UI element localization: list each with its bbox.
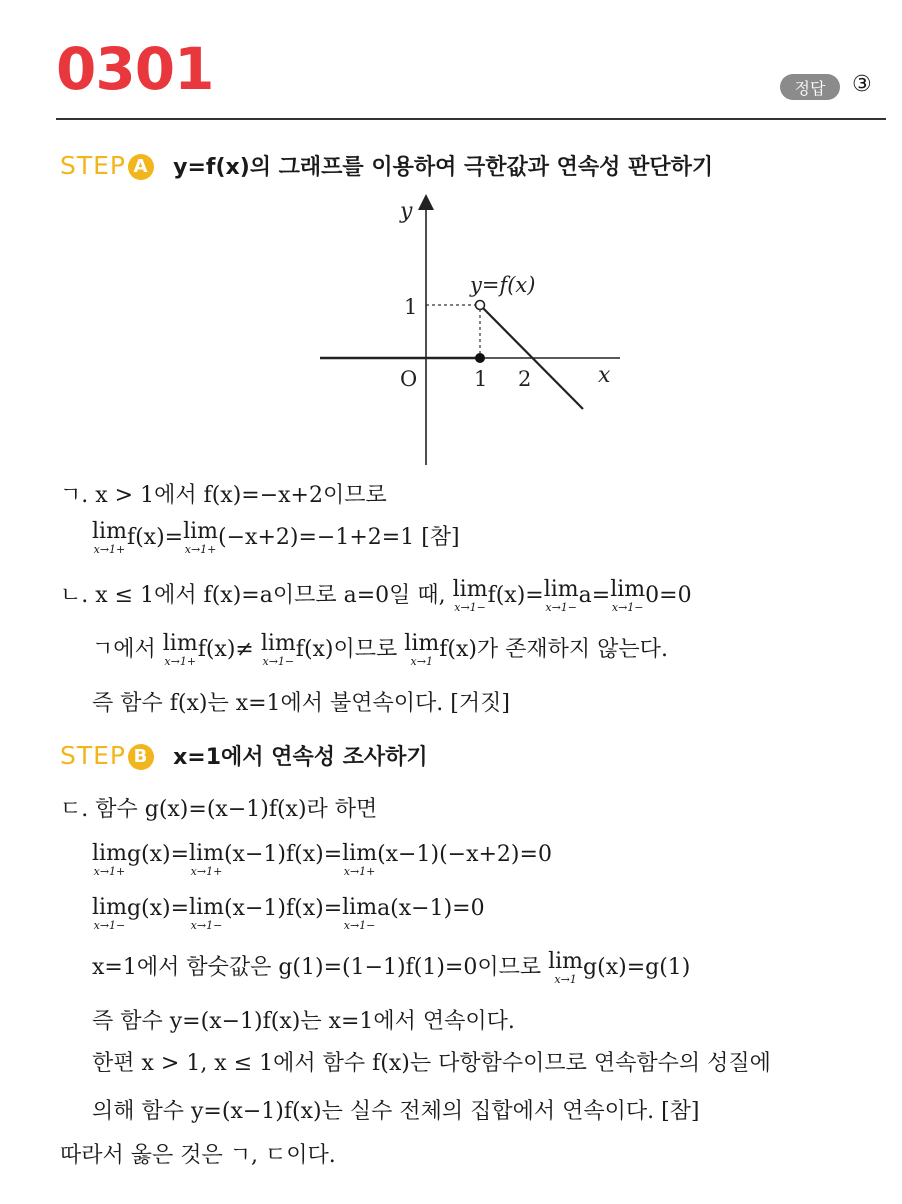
step-a-title: y=f(x)의 그래프를 이용하여 극한값과 연속성 판단하기 <box>173 155 714 180</box>
step-b-badge: B <box>128 744 154 770</box>
header-divider <box>56 118 886 120</box>
lim-operator: lim x→1 <box>548 949 584 987</box>
lim-operator: lim x→1+ <box>183 519 219 557</box>
item-ga-line2: lim x→1+ f(x)=lim x→1+ (−x+2)=−1+2=1 [참] <box>92 519 460 557</box>
conclusion: 따라서 옳은 것은 ㄱ, ㄷ이다. <box>60 1143 336 1168</box>
lim-operator: lim x→1+ <box>162 631 198 669</box>
answer-badge: 정답 <box>780 74 840 100</box>
lim-operator: lim x→1− <box>260 631 296 669</box>
lim-operator: lim x→1− <box>610 577 646 615</box>
item-da-row1: lim x→1+ g(x)=lim x→1+ (x−1)f(x)=lim x→1+ (x−1)(−x+2)=0 <box>92 841 552 879</box>
item-da-row6: 의해 함수 y=(x−1)f(x)는 실수 전체의 집합에서 연속이다. [참] <box>92 1099 700 1124</box>
lim-operator: lim x→1− <box>452 577 488 615</box>
lim-operator: lim x→1− <box>342 895 378 933</box>
lim-operator: lim x→1 <box>404 631 440 669</box>
lim-operator: lim x→1+ <box>189 841 224 879</box>
lim-operator: lim x→1+ <box>92 519 127 557</box>
x-axis-label: x <box>598 363 611 388</box>
lim-operator: lim x→1− <box>189 895 224 933</box>
item-ga-line1: ㄱ. x > 1에서 f(x)=−x+2이므로 <box>60 483 387 508</box>
origin-label: O <box>400 367 418 391</box>
step-a-label: STEP A <box>60 151 154 180</box>
item-na-line2: ㄱ에서 lim x→1+ f(x)≠ lim x→1− f(x)이므로 lim x→1 f(x)가 존재하지 않는다. <box>92 631 668 669</box>
item-da-row5: 한편 x > 1, x ≤ 1에서 함수 f(x)는 다항함수이므로 연속함수의 성질에 <box>92 1051 771 1076</box>
item-da-row3: x=1에서 함숫값은 g(1)=(1−1)f(1)=0이므로 lim x→1 g(x)=g(1) <box>92 949 691 987</box>
step-b-title: x=1에서 연속성 조사하기 <box>173 745 428 770</box>
item-da-row2: lim x→1− g(x)=lim x→1− (x−1)f(x)=lim x→1− a(x−1)=0 <box>92 895 485 933</box>
tick-y1-label: 1 <box>404 295 418 319</box>
y-axis-label: y <box>400 199 413 224</box>
lim-operator: lim x→1+ <box>92 841 127 879</box>
step-a-heading <box>60 150 713 181</box>
graph-right-segment <box>480 305 583 409</box>
item-na-line3: 즉 함수 f(x)는 x=1에서 불연속이다. [거짓] <box>92 691 510 716</box>
lim-operator: lim x→1− <box>543 577 579 615</box>
item-da-row4: 즉 함수 y=(x−1)f(x)는 x=1에서 연속이다. <box>92 1009 515 1034</box>
tick-x2-label: 2 <box>518 367 532 391</box>
lim-operator: lim x→1− <box>92 895 127 933</box>
problem-number: 0301 <box>56 35 214 103</box>
curve-label: y=f(x) <box>470 273 536 297</box>
lim-operator: lim x→1+ <box>342 841 378 879</box>
open-point <box>476 301 485 310</box>
item-da-line1: ㄷ. 함수 g(x)=(x−1)f(x)라 하면 <box>60 797 378 822</box>
step-b-label: STEP B <box>60 741 154 770</box>
tick-x1-label: 1 <box>474 367 488 391</box>
function-graph <box>300 190 630 470</box>
step-b-heading <box>60 740 428 771</box>
item-na-line1: ㄴ. x ≤ 1에서 f(x)=a이므로 a=0일 때, lim x→1− f(x)=lim x→1− a=lim x→1− 0=0 <box>60 577 692 615</box>
closed-point <box>475 353 485 363</box>
answer-value: ③ <box>852 72 872 97</box>
step-a-badge: A <box>128 154 154 180</box>
